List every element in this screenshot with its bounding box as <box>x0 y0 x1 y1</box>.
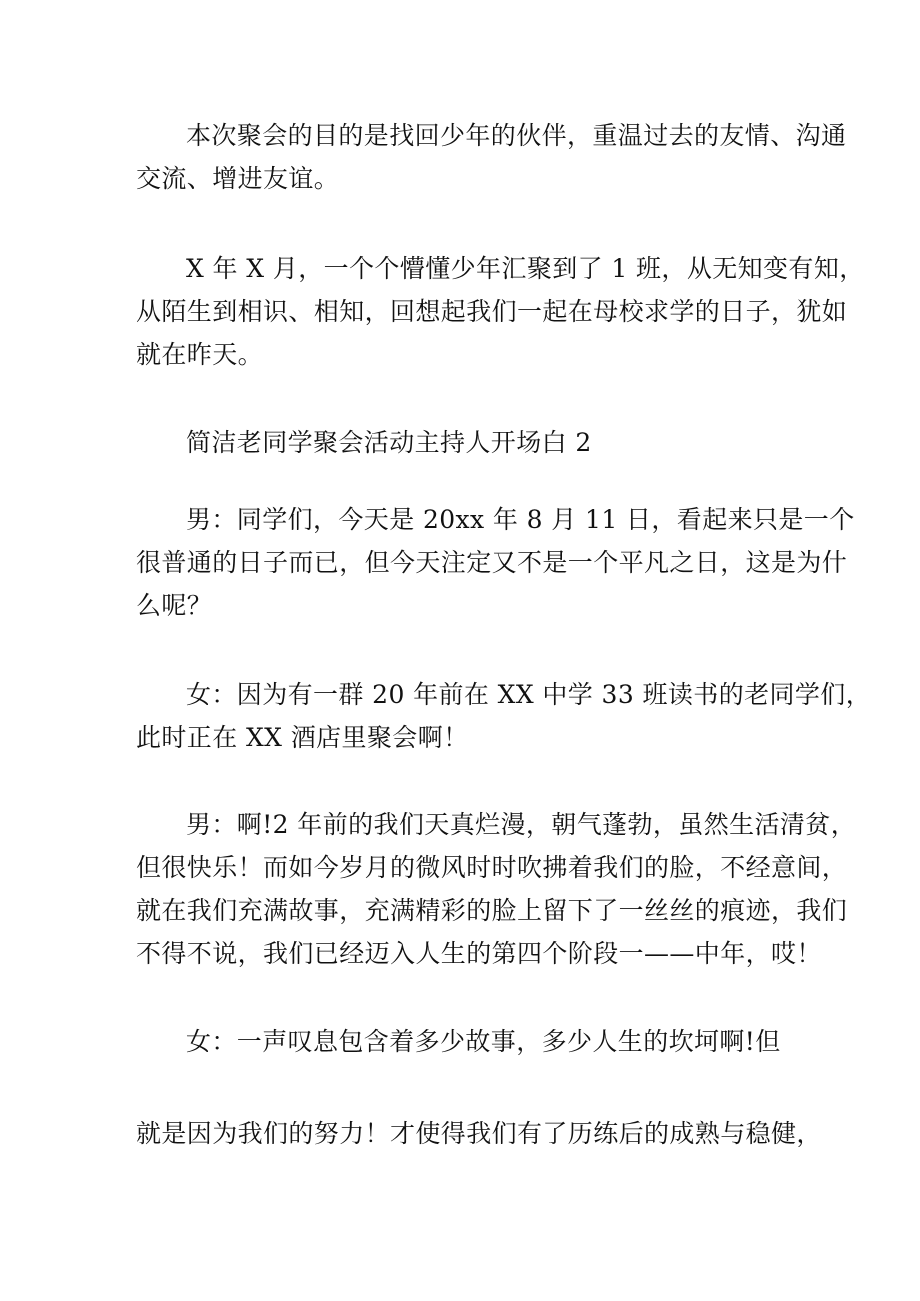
paragraph-line: 此时正在 XX 酒店里聚会啊！ <box>136 723 469 752</box>
section-heading <box>136 421 796 464</box>
paragraph-line: 就在我们充满故事，充满精彩的脸上留下了一丝丝的痕迹，我们 <box>136 896 848 925</box>
dialogue-female-1 <box>136 673 872 759</box>
paragraph-line: 但很快乐！而如今岁月的微风时时吹拂着我们的脸，不经意间， <box>136 853 848 882</box>
section-heading-text: 简洁老同学聚会活动主持人开场白 2 <box>186 428 592 457</box>
paragraph-line: 男：同学们，今天是 20xx 年 8 月 11 日，看起来只是一个 <box>186 505 855 534</box>
paragraph-memory <box>136 247 865 376</box>
paragraph-line: 女：一声叹息包含着多少故事，多少人生的坎坷啊!但 <box>186 1027 781 1056</box>
paragraph-purpose <box>136 114 847 200</box>
paragraph-line: 男：啊!2 年前的我们天真烂漫，朝气蓬勃，虽然生活清贫， <box>186 810 857 839</box>
dialogue-male-1 <box>136 498 855 627</box>
paragraph-line: 交流、增进友谊。 <box>136 164 340 193</box>
dialogue-male-2 <box>136 803 857 975</box>
paragraph-line: 从陌生到相识、相知，回想起我们一起在母校求学的日子，犹如 <box>136 297 848 326</box>
paragraph-line: 本次聚会的目的是找回少年的伙伴，重温过去的友情、沟通 <box>186 121 847 150</box>
paragraph-line: 很普通的日子而已，但今天注定又不是一个平凡之日，这是为什 <box>136 548 848 577</box>
paragraph-line: 不得不说，我们已经迈入人生的第四个阶段一——中年，哎！ <box>136 939 822 968</box>
paragraph-line: 就是因为我们的努力！才使得我们有了历练后的成熟与稳健， <box>136 1119 822 1148</box>
paragraph-line: 就在昨天。 <box>136 340 264 369</box>
paragraph-continuation <box>136 1112 822 1155</box>
paragraph-line: 女：因为有一群 20 年前在 XX 中学 33 班读书的老同学们， <box>186 680 872 709</box>
dialogue-female-2 <box>136 1020 796 1063</box>
paragraph-line: 么呢？ <box>136 591 213 620</box>
paragraph-line: X 年 X 月，一个个懵懂少年汇聚到了 1 班，从无知变有知， <box>186 254 865 283</box>
